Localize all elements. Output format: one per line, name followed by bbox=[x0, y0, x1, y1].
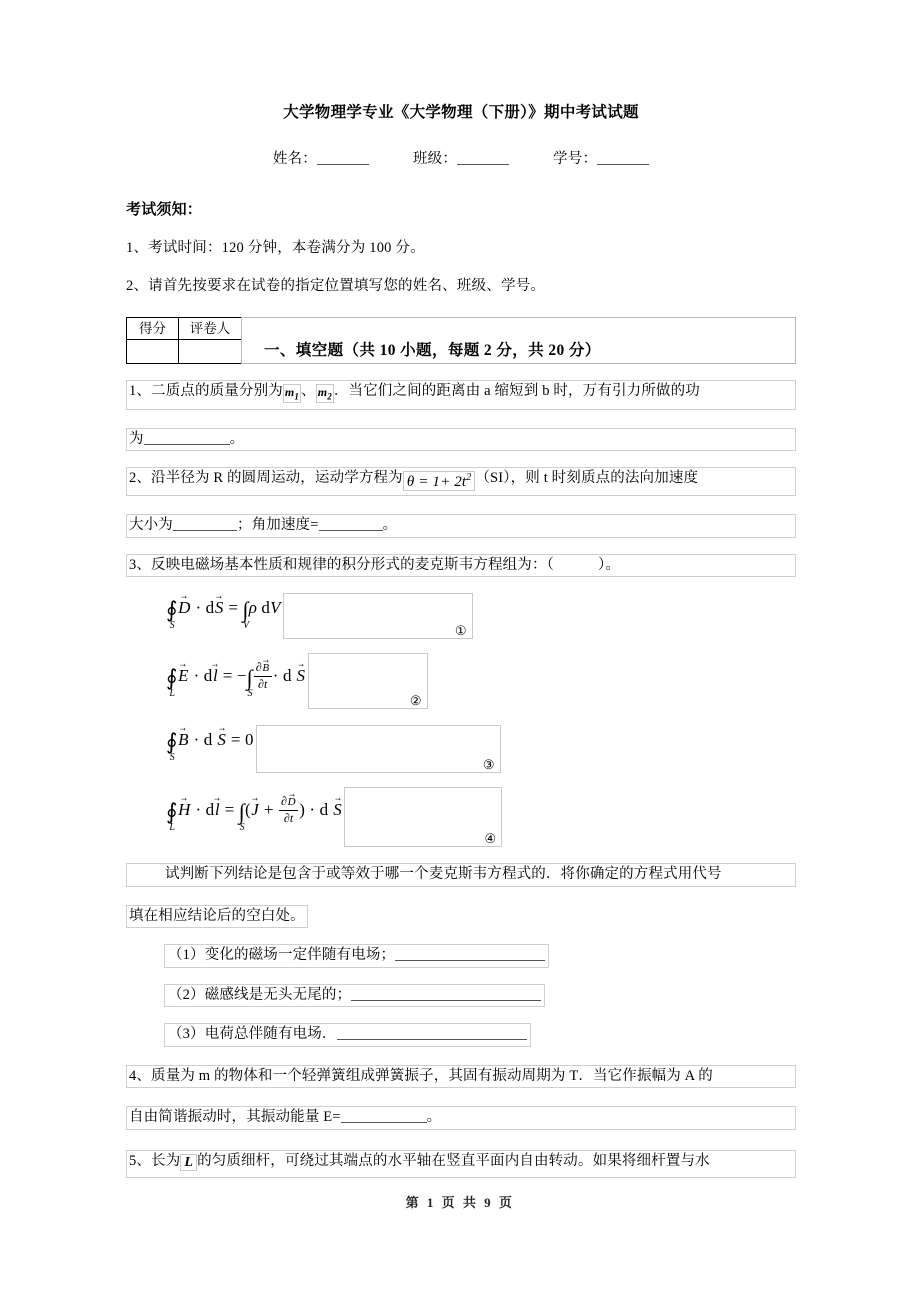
question-1-line-1 bbox=[126, 380, 796, 409]
m1-base: m bbox=[284, 385, 295, 400]
maxwell-equation-2-answer-box[interactable] bbox=[308, 653, 428, 709]
question-1-line2-a: 为 bbox=[129, 430, 144, 447]
vector-S-icon: S → bbox=[333, 801, 343, 818]
page-content bbox=[126, 0, 796, 1178]
maxwell-equation-3-row bbox=[166, 723, 796, 773]
question-3-instruction bbox=[126, 863, 796, 928]
equation-marker-1: ① bbox=[454, 623, 467, 639]
question-3 bbox=[126, 554, 796, 1047]
class-label: 班级： bbox=[412, 150, 458, 167]
vector-D-icon: D → bbox=[178, 599, 191, 616]
question-3-subitem-3-text: （3）电荷总伴随有电场． bbox=[168, 1026, 337, 1043]
question-2-text-a: 2、沿半径为 R 的圆周运动，运动学方程为 bbox=[129, 470, 403, 487]
question-2-line-1 bbox=[126, 467, 796, 496]
question-1-separator: 、 bbox=[301, 383, 316, 400]
maxwell-equation-2-row bbox=[166, 653, 796, 709]
maxwell-equation-1-formula: ∮ S D → · dS → = ∫ V ρ dV bbox=[166, 591, 283, 621]
student-id-blank[interactable] bbox=[597, 164, 649, 165]
kinematic-equation bbox=[403, 471, 476, 491]
score-header-cell: 得分 bbox=[127, 317, 179, 340]
vector-S-icon: S → bbox=[214, 599, 224, 616]
question-2-answer-blank-1[interactable] bbox=[173, 530, 237, 531]
question-2-answer-blank-2[interactable] bbox=[319, 530, 383, 531]
contour-integral-icon: ∮ L bbox=[166, 798, 178, 833]
partial-derivative-D-t: $\frac{\partial D \to}{\partial t}$ bbox=[279, 795, 298, 825]
vector-J-icon: J → bbox=[251, 801, 260, 818]
maxwell-equation-4-formula: ∮ L H → · dl → = ∫ S (J → + $\frac{\partial D \to}{\partial t}$ ) · d S → bbox=[166, 787, 344, 825]
vector-E-icon: E → bbox=[178, 667, 190, 684]
question-3-instruction-line-1: 试判断下列结论是包含于或等效于哪一个麦克斯韦方程式的．将你确定的方程式用代号 bbox=[126, 863, 796, 887]
length-L-glyph: L bbox=[184, 1154, 194, 1170]
student-info-row bbox=[126, 147, 796, 168]
question-4-line-1: 4、质量为 m 的物体和一个轻弹簧组成弹簧振子，其固有振动周期为 T．当它作振幅为 A 的 bbox=[126, 1065, 796, 1089]
equation-marker-2: ② bbox=[409, 693, 422, 709]
class-blank[interactable] bbox=[457, 164, 509, 165]
maxwell-equation-4-row bbox=[166, 787, 796, 847]
kinematic-equation-exponent: 2 bbox=[466, 472, 472, 484]
question-3-subitem-3-blank[interactable] bbox=[337, 1039, 527, 1040]
question-3-subitem-3 bbox=[164, 1023, 531, 1047]
vector-H-icon: H → bbox=[178, 801, 191, 818]
question-2-line-2 bbox=[126, 514, 796, 538]
question-3-subitems bbox=[126, 928, 796, 968]
question-1-line2-b: 。 bbox=[229, 430, 245, 447]
length-L-symbol bbox=[180, 1154, 197, 1171]
class-field[interactable] bbox=[413, 147, 509, 168]
question-4-line2-a: 自由简谐振动时，其振动能量 E= bbox=[129, 1109, 341, 1126]
maxwell-equation-3-answer-box[interactable] bbox=[256, 725, 501, 773]
question-2-line2-b: ；角加速度= bbox=[236, 517, 319, 534]
contour-integral-icon: ∮ S bbox=[166, 729, 178, 764]
question-3-subitems-3 bbox=[126, 1007, 796, 1047]
equation-marker-3: ③ bbox=[482, 757, 495, 773]
vector-B-icon: B → bbox=[178, 731, 190, 748]
question-3-subitem-2 bbox=[164, 984, 545, 1008]
question-3-subitems-2 bbox=[126, 968, 796, 1008]
question-3-instruction-line-2: 填在相应结论后的空白处。 bbox=[126, 905, 308, 929]
section-title: 一、填空题（共 10 小题，每题 2 分，共 20 分） bbox=[241, 317, 796, 365]
surface-integral-icon: ∫ S bbox=[238, 798, 245, 833]
question-2 bbox=[126, 467, 796, 538]
maxwell-equation-2-formula: ∮ L E → · dl → = −∫ S $\frac{\partial B \to}{\partial t}$ · d S → bbox=[166, 653, 308, 691]
question-2-text-b: （SI），则 t 时刻质点的法向加速度 bbox=[475, 470, 699, 487]
question-1-text-b: ．当它们之间的距离由 a 缩短到 b 时，万有引力所做的功 bbox=[333, 383, 700, 400]
question-3-subitem-1-text: （1）变化的磁场一定伴随有电场； bbox=[168, 947, 396, 964]
maxwell-equation-3-formula: ∮ S B → · d S → = 0 bbox=[166, 723, 256, 753]
maxwell-equation-1-answer-box[interactable] bbox=[283, 593, 473, 639]
question-1 bbox=[126, 380, 796, 451]
question-1-answer-blank[interactable] bbox=[144, 444, 230, 445]
m2-subscript: 2 bbox=[327, 391, 332, 402]
m2-base: m bbox=[317, 385, 328, 400]
question-3-subitem-2-blank[interactable] bbox=[351, 1000, 541, 1001]
question-3-subitem-1 bbox=[164, 944, 549, 968]
student-id-label: 学号： bbox=[553, 150, 598, 167]
volume-integral-icon: ∫ V bbox=[242, 597, 250, 632]
equation-marker-4: ④ bbox=[484, 831, 497, 847]
student-id-field[interactable] bbox=[553, 147, 649, 168]
score-table bbox=[126, 317, 242, 365]
score-table-header-row bbox=[127, 317, 242, 340]
question-4-answer-blank[interactable] bbox=[341, 1122, 427, 1123]
question-3-prompt: 3、反映电磁场基本性质和规律的积分形式的麦克斯韦方程组为：（ ）。 bbox=[126, 554, 796, 578]
vector-l-icon: l → bbox=[214, 801, 220, 818]
notice-heading: 考试须知： bbox=[126, 201, 203, 218]
partial-derivative-B-t: $\frac{\partial B \to}{\partial t}$ bbox=[254, 661, 272, 691]
question-5-text-a: 5、长为 bbox=[129, 1152, 181, 1169]
kinematic-equation-body: θ = 1+ 2t bbox=[406, 474, 467, 491]
question-5 bbox=[126, 1150, 796, 1178]
vector-l-icon: l → bbox=[212, 667, 218, 684]
contour-integral-icon: ∮ S bbox=[166, 597, 178, 632]
name-field[interactable] bbox=[273, 147, 369, 168]
question-3-subitem-1-blank[interactable] bbox=[395, 960, 545, 961]
vector-S-icon: S → bbox=[296, 667, 306, 684]
m1-subscript: 1 bbox=[294, 391, 300, 402]
question-1-text-a: 1、二质点的质量分别为 bbox=[129, 383, 283, 400]
page-footer: 第 1 页 共 9 页 bbox=[405, 1195, 515, 1210]
question-2-line2-c: 。 bbox=[382, 517, 398, 534]
notice-line-2: 2、请首先按要求在试卷的指定位置填写您的姓名、班级、学号。 bbox=[126, 277, 546, 294]
mass-m2-symbol bbox=[316, 384, 334, 402]
name-label: 姓名： bbox=[272, 150, 317, 167]
notice-line-1: 1、考试时间：120 分钟，本卷满分为 100 分。 bbox=[126, 239, 425, 256]
grader-header-cell: 评卷人 bbox=[179, 317, 242, 340]
maxwell-equation-1-row bbox=[166, 591, 796, 639]
name-blank[interactable] bbox=[317, 164, 369, 165]
question-4 bbox=[126, 1065, 796, 1130]
question-5-text-b: 的匀质细杆，可绕过其端点的水平轴在竖直平面内自由转动。如果将细杆置与水 bbox=[197, 1152, 710, 1169]
question-4-line-2 bbox=[126, 1106, 796, 1130]
score-value-cell[interactable] bbox=[127, 340, 179, 364]
maxwell-equation-4-answer-box[interactable] bbox=[344, 787, 502, 847]
question-5-line-1 bbox=[126, 1150, 796, 1178]
question-1-line-2 bbox=[126, 428, 796, 452]
vector-S-icon: S → bbox=[217, 731, 227, 748]
contour-integral-icon: ∮ L bbox=[166, 664, 178, 699]
mass-m1-symbol bbox=[283, 384, 301, 402]
surface-integral-icon: ∫ S bbox=[246, 664, 253, 699]
question-4-line2-b: 。 bbox=[426, 1109, 442, 1126]
question-2-line2-a: 大小为 bbox=[129, 517, 173, 534]
page-title: 大学物理学专业《大学物理（下册）》期中考试试题 bbox=[283, 104, 639, 121]
score-table-value-row bbox=[127, 340, 242, 364]
question-3-subitem-2-text: （2）磁感线是无头无尾的； bbox=[168, 986, 352, 1003]
section-header-block bbox=[126, 317, 796, 365]
grader-value-cell[interactable] bbox=[179, 340, 242, 364]
